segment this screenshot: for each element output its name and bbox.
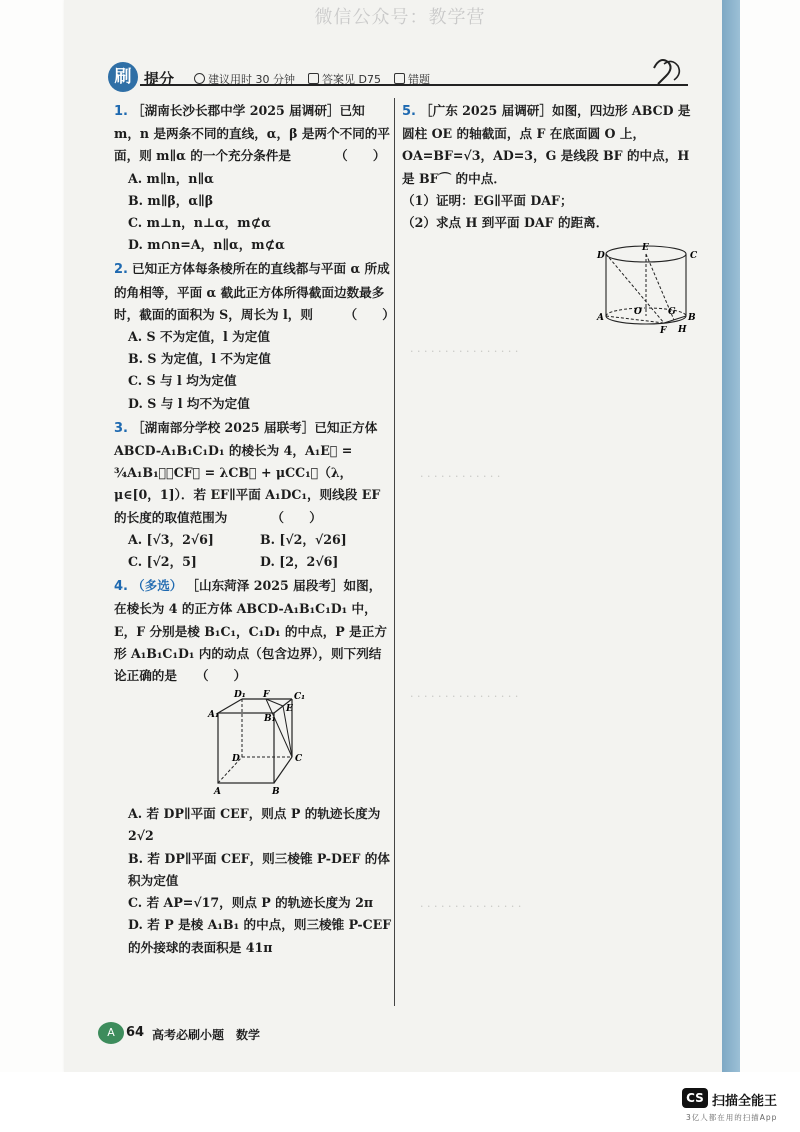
question-number: 1. [114, 104, 128, 119]
label-b1: B₁ [264, 714, 276, 725]
answer-info: 答案见 D75 [308, 71, 381, 87]
question-text: ［湖南长沙长郡中学 2025 届调研］已知 m，n 是两条不同的直线，α，β 是两个不同的平面，则 m∥α 的一个充分条件是 （ ） [114, 103, 390, 164]
question-text: ［广东 2025 届调研］如图，四边形 ABCD 是圆柱 OE 的轴截面，点 F 在底面圆 O 上，OA=BF=√3，AD=3，G 是线段 BF 的中点，H 是 BF⌒ 的中点． [402, 103, 691, 186]
question-number: 5. [402, 104, 416, 119]
label-f: F [263, 690, 270, 701]
bleed-through: · · · · · · · · · · · · · · · · [410, 345, 519, 358]
footer-logo-icon: A [98, 1022, 124, 1044]
option-d: D. S 与 l 均不为定值 [128, 395, 250, 411]
bleed-through: · · · · · · · · · · · · · · · · [410, 690, 519, 703]
section-title: 提分 [144, 70, 175, 88]
cube-figure [114, 691, 384, 799]
option-a: A. 若 DP∥平面 CEF，则点 P 的轨迹长度为 2√2 [128, 806, 381, 844]
option-row [114, 529, 392, 551]
page-footer [98, 1022, 398, 1046]
option-d: D. [2，2√6] [260, 554, 339, 570]
question-text: 已知正方体每条棱所在的直线都与平面 α 所成的角相等，平面 α 截此正方体所得截面边数最多时，截面的面积为 S，周长为 l，则 （ ） [114, 261, 395, 322]
option-a: A. S 不为定值，l 为定值 [128, 329, 270, 345]
multi-choice-tag: （多选） [132, 578, 183, 594]
label-d: D [232, 754, 240, 765]
sub-question-2: （2）求点 H 到平面 DAF 的距离． [402, 215, 609, 231]
option-c: C. [√2，5] [128, 554, 197, 570]
label-d: D [597, 251, 605, 262]
book-title: 高考必刷小题 数学 [152, 1028, 261, 1042]
option-b: B. S 为定值，l 不为定值 [128, 351, 271, 367]
label-d1: D₁ [234, 690, 246, 701]
page-number: 64 [126, 1025, 145, 1040]
scanner-name: 扫描全能王 [712, 1094, 778, 1109]
question-5 [402, 100, 698, 338]
label-a: A [597, 313, 604, 324]
label-c1: C₁ [294, 692, 306, 703]
book-icon [308, 73, 319, 84]
cylinder-figure [402, 238, 698, 338]
clock-icon [194, 73, 205, 84]
question-4 [114, 575, 392, 958]
option-c: C. S 与 l 均为定值 [128, 373, 237, 389]
label-a1: A₁ [208, 710, 219, 721]
option-a: A. [√3，2√6] [128, 531, 214, 547]
label-h: H [678, 325, 687, 336]
page-edge [722, 0, 740, 1072]
question-number: 2. [114, 262, 128, 278]
option-c: C. m⊥n，n⊥α，m⊄α [128, 215, 271, 231]
camscanner-logo-icon: CS [682, 1088, 708, 1108]
question-number: 3. [114, 420, 128, 436]
wrong-info: 错题 ___ [394, 71, 450, 87]
right-column [402, 100, 698, 342]
bleed-through: · · · · · · · · · · · · [420, 470, 501, 483]
question-number: 4. [114, 579, 128, 595]
label-f: F [660, 326, 667, 337]
option-b: B. 若 DP∥平面 CEF，则三棱锥 P-DEF 的体积为定值 [128, 850, 390, 888]
label-e: E [286, 704, 293, 715]
left-column [114, 100, 395, 961]
option-d: D. m∩n=A，n∥α，m⊄α [128, 237, 285, 253]
watermark: 微信公众号：教学营 [314, 7, 486, 28]
question-3 [114, 417, 392, 573]
option-b: B. m∥β，α∥β [128, 192, 214, 208]
time-info: 建议用时 30 分钟 [194, 71, 295, 87]
question-text: ［湖南部分学校 2025 届联考］已知正方体 ABCD-A₁B₁C₁D₁ 的棱长为 4，A₁E⃗ = ¾A₁B₁⃗，CF⃗ = λCB⃗ + μCC₁⃗（λ，μ∈[0，1]）．若 EF∥平面 A₁DC₁，则线段 EF 的长度的取值范围为 （ ） [114, 419, 381, 525]
column-divider [394, 98, 395, 1006]
option-a: A. m∥n，n∥α [128, 170, 214, 186]
corner-logo-icon [648, 54, 684, 88]
question-text: ［山东菏泽 2025 届段考］如图，在棱长为 4 的正方体 ABCD-A₁B₁C₁D₁ 中，E，F 分别是棱 B₁C₁，C₁D₁ 的中点，P 是正方形 A₁B₁C₁D₁ 内的动点（包含边界），则下列结论正确的是 （ ） [114, 578, 387, 684]
scanner-slogan: 3亿人都在用的扫描App [686, 1113, 778, 1122]
label-e: E [642, 243, 649, 254]
bottom-strip [0, 1072, 800, 1132]
label-b: B [688, 313, 696, 324]
header-rule [140, 84, 688, 86]
label-o: O [634, 307, 642, 318]
label-g: G [668, 307, 676, 318]
option-b: B. [√2，√26] [260, 531, 347, 547]
label-a: A [214, 787, 221, 798]
brush-badge: 刷 [108, 62, 138, 92]
question-2 [114, 258, 395, 414]
option-d: D. 若 P 是棱 A₁B₁ 的中点，则三棱锥 P-CEF 的外接球的表面积是 41π [128, 917, 392, 955]
sub-question-1: （1）证明：EG∥平面 DAF； [402, 192, 573, 208]
bleed-through: · · · · · · · · · · · · · · · [420, 900, 522, 913]
scanner-brand [682, 1088, 792, 1128]
option-c: C. 若 AP=√17，则点 P 的轨迹长度为 2π [128, 895, 374, 911]
question-1 [114, 100, 392, 256]
label-c: C [295, 754, 303, 765]
note-icon [394, 73, 405, 84]
label-c: C [690, 251, 698, 262]
label-b: B [272, 787, 280, 798]
option-row [114, 551, 392, 573]
